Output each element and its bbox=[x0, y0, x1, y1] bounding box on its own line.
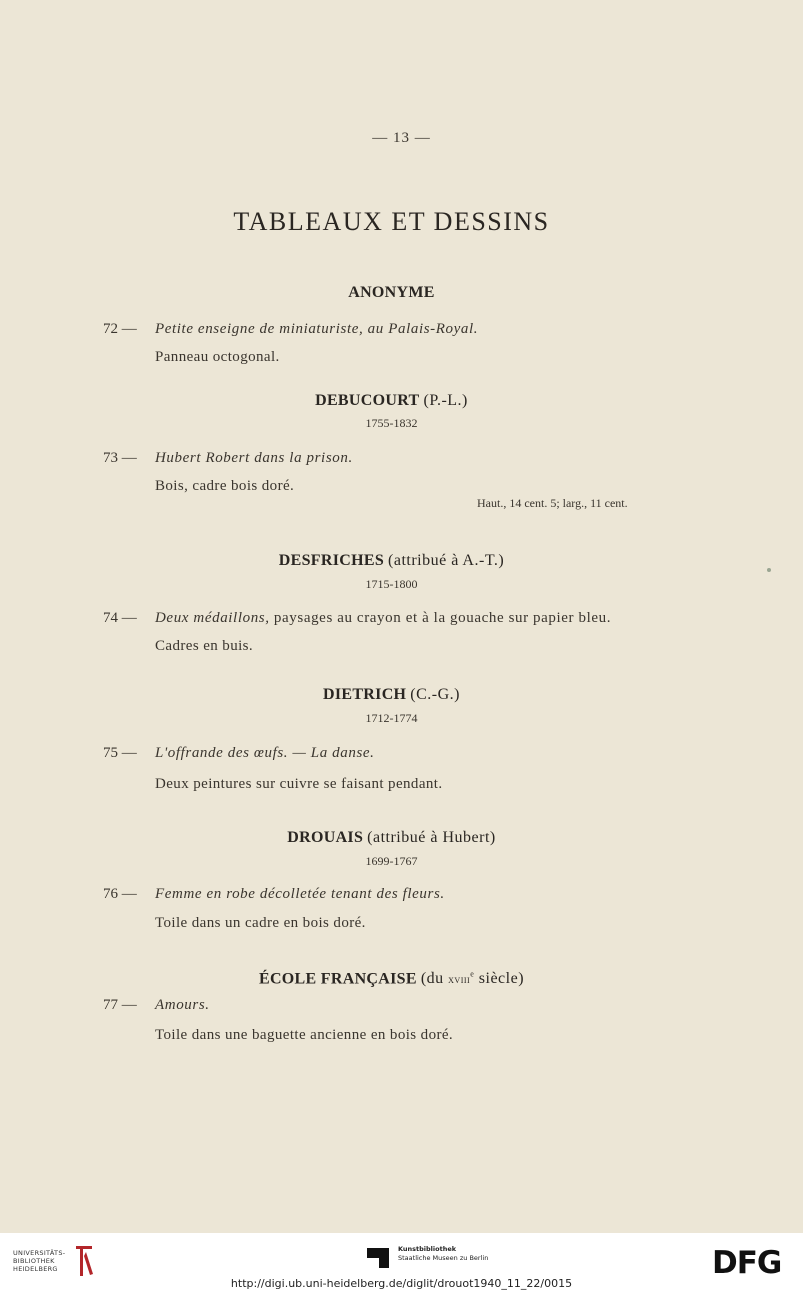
lot-dash: — bbox=[121, 321, 137, 337]
lot-title-italic: L'offrande des œufs. — La danse. bbox=[155, 745, 375, 761]
lot-number bbox=[103, 997, 137, 1014]
lot-title-italic: Femme en robe décolletée tenant des fleurs. bbox=[155, 886, 445, 902]
lot-dash: — bbox=[121, 886, 137, 902]
lot-dimensions: Haut., 14 cent. 5; larg., 11 cent. bbox=[477, 496, 628, 510]
qualifier-superscript: e bbox=[470, 970, 475, 979]
artist-qualifier: (attribué à A.-T.) bbox=[388, 552, 505, 569]
lot-number bbox=[103, 321, 137, 338]
qualifier-pre: (du bbox=[420, 970, 449, 988]
lot-title bbox=[155, 997, 210, 1014]
artist-qualifier: (attribué à Hubert) bbox=[367, 829, 496, 846]
lot-dash: — bbox=[121, 745, 137, 761]
lot-number-value: 74 bbox=[103, 610, 118, 626]
artist-qualifier: (C.-G.) bbox=[410, 686, 461, 703]
lot-description: Cadres en buis. bbox=[155, 638, 254, 654]
lot-number-value: 77 bbox=[103, 997, 118, 1013]
lot-title bbox=[155, 321, 478, 338]
kunst-name: Kunstbibliothek bbox=[398, 1245, 457, 1253]
lot-number-value: 76 bbox=[103, 886, 118, 902]
artist-heading bbox=[0, 392, 783, 410]
lot-description: Deux peintures sur cuivre se faisant pendant. bbox=[155, 776, 443, 792]
lot-title bbox=[155, 745, 375, 762]
lot-title-italic: Deux médaillons, bbox=[155, 610, 270, 626]
artist-heading bbox=[0, 686, 783, 704]
artist-dates: 1712-1774 bbox=[365, 711, 418, 725]
kunstbibliothek-logo-icon[interactable] bbox=[367, 1246, 393, 1275]
lot-dash: — bbox=[121, 997, 137, 1013]
lot-description: Toile dans un cadre en bois doré. bbox=[155, 915, 366, 931]
lot-dash: — bbox=[121, 450, 137, 466]
lot-number bbox=[103, 450, 137, 467]
lot-number-value: 73 bbox=[103, 450, 118, 466]
artist-name: ÉCOLE FRANÇAISE bbox=[258, 970, 417, 988]
lot-title bbox=[155, 610, 611, 627]
lot-number-value: 72 bbox=[103, 321, 118, 337]
kunstbibliothek-text bbox=[398, 1245, 488, 1263]
artist-name: ANONYME bbox=[348, 284, 435, 301]
lot-description: Panneau octogonal. bbox=[155, 349, 280, 365]
lot-dash: — bbox=[121, 610, 137, 626]
artist-heading bbox=[0, 970, 783, 988]
artist-heading bbox=[0, 284, 783, 302]
page-title: TABLEAUX ET DESSINS bbox=[233, 207, 550, 236]
university-library-name bbox=[13, 1249, 65, 1273]
artist-qualifier: (P.-L.) bbox=[423, 392, 468, 409]
lot-title bbox=[155, 450, 353, 467]
artist-name: DEBUCOURT bbox=[315, 392, 420, 409]
qualifier-century: xviii bbox=[448, 972, 471, 987]
lot-title-rest: paysages au crayon et à la gouache sur papier bleu. bbox=[269, 610, 612, 626]
artist-name: DROUAIS bbox=[287, 829, 364, 846]
artist-heading bbox=[0, 552, 783, 570]
paper-speck bbox=[767, 568, 771, 572]
qualifier-post: siècle) bbox=[474, 970, 525, 988]
dfg-logo[interactable]: DFG bbox=[712, 1245, 782, 1281]
artist-dates: 1755-1832 bbox=[365, 416, 418, 430]
source-url[interactable]: http://digi.ub.uni-heidelberg.de/diglit/drouot1940_11_22/0015 bbox=[230, 1277, 573, 1290]
kunst-subtitle: Staatliche Museen zu Berlin bbox=[398, 1254, 489, 1262]
lot-title-italic: Petite enseigne de miniaturiste, au Palais-Royal. bbox=[155, 321, 479, 337]
lot-title bbox=[155, 886, 445, 903]
lot-description: Toile dans une baguette ancienne en bois doré. bbox=[155, 1027, 454, 1043]
page-number: — 13 — bbox=[372, 130, 431, 146]
lot-number bbox=[103, 610, 137, 627]
uni-line-2: BIBLIOTHEK bbox=[13, 1257, 55, 1265]
uni-line-3: HEIDELBERG bbox=[13, 1265, 58, 1273]
lot-title-italic: Hubert Robert dans la prison. bbox=[155, 450, 353, 466]
lot-number-value: 75 bbox=[103, 745, 118, 761]
artist-name: DESFRICHES bbox=[278, 552, 385, 569]
artist-heading bbox=[0, 829, 783, 847]
artist-dates: 1715-1800 bbox=[365, 577, 418, 591]
artist-qualifier bbox=[421, 970, 524, 987]
lot-number bbox=[103, 886, 137, 903]
lot-description: Bois, cadre bois doré. bbox=[155, 478, 295, 494]
artist-name: DIETRICH bbox=[322, 686, 407, 703]
lot-title-italic: Amours. bbox=[155, 997, 210, 1013]
uni-line-1: UNIVERSITÄTS- bbox=[13, 1249, 66, 1257]
artist-dates: 1699-1767 bbox=[365, 854, 418, 868]
lot-number bbox=[103, 745, 137, 762]
